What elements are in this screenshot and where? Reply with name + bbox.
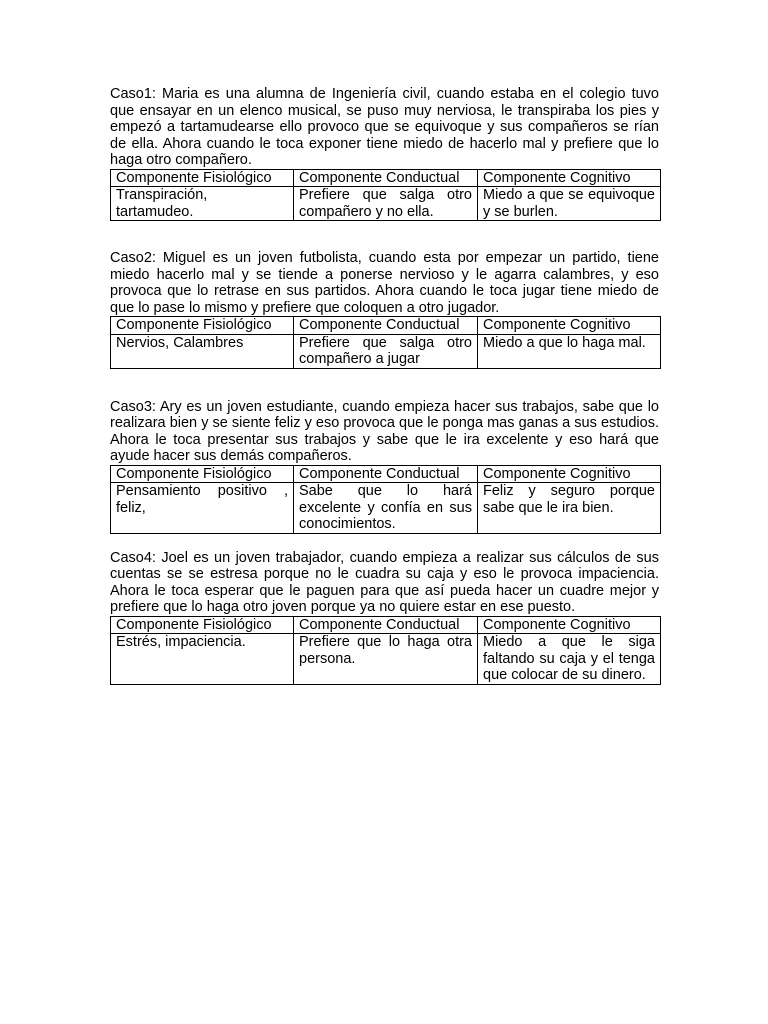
header-cognitivo: Componente Cognitivo [478,616,661,634]
header-cognitivo: Componente Cognitivo [478,465,661,483]
table-header-row [111,317,661,335]
case-3-text: Caso3: Ary es un joven estudiante, cuando empieza hacer sus trabajos, sabe que lo realizara bien y se siente feliz y eso provoca que le ponga mas ganas a sus estudios. Ahora le toca presentar sus trabajos y sabe que le ira excelente y eso hará que ayude hacer sus demás compañeros. [110,398,659,464]
header-conductual: Componente Conductual [294,317,478,335]
case-4-table [110,616,661,685]
header-cognitivo: Componente Cognitivo [478,169,661,187]
header-conductual: Componente Conductual [294,616,478,634]
header-cognitivo: Componente Cognitivo [478,317,661,335]
cell-fisiologico: Pensamiento positivo , feliz, [111,483,294,534]
cell-conductual: Prefiere que lo haga otra persona. [294,634,478,685]
cell-cognitivo: Feliz y seguro porque sabe que le ira bien. [478,483,661,534]
document-page [110,86,659,685]
case-2 [110,250,659,369]
table-row [111,187,661,221]
cell-fisiologico: Nervios, Calambres [111,334,294,368]
cell-conductual: Prefiere que salga otro compañero y no ella. [294,187,478,221]
header-fisiologico: Componente Fisiológico [111,465,294,483]
table-header-row [111,616,661,634]
case-3 [110,399,659,534]
header-conductual: Componente Conductual [294,169,478,187]
header-conductual: Componente Conductual [294,465,478,483]
case-2-table [110,316,661,369]
case-4 [110,550,659,685]
cell-conductual: Prefiere que salga otro compañero a jugar [294,334,478,368]
case-3-table [110,465,661,534]
case-1 [110,86,659,221]
table-row [111,334,661,368]
cell-fisiologico: Estrés, impaciencia. [111,634,294,685]
cell-cognitivo: Miedo a que le siga faltando su caja y el tenga que colocar de su dinero. [478,634,661,685]
cell-cognitivo: Miedo a que se equivoque y se burlen. [478,187,661,221]
table-header-row [111,465,661,483]
case-1-table [110,169,661,222]
case-1-text: Caso1: Maria es una alumna de Ingeniería civil, cuando estaba en el colegio tuvo que ensayar en un elenco musical, se puso muy nerviosa, le transpiraba los pies y empezó a tartamudearse ello provoco que se equivoque y sus compañeros se rían de ella. Ahora cuando le toca exponer tiene miedo de hacerlo mal y prefiere que lo haga otro compañero. [110,86,659,168]
cell-conductual: Sabe que lo hará excelente y confía en sus conocimientos. [294,483,478,534]
cell-fisiologico: Transpiración, tartamudeo. [111,187,294,221]
table-row [111,483,661,534]
table-row [111,634,661,685]
case-4-text: Caso4: Joel es un joven trabajador, cuando empieza a realizar sus cálculos de sus cuentas se se estresa porque no le cuadra su caja y eso le provoca impaciencia. Ahora le toca esperar que le paguen para que así pueda hacer un cuadre mejor y prefiere que lo haga otro joven porque ya no quiere estar en ese puesto. [110,549,659,615]
table-header-row [111,169,661,187]
case-2-text: Caso2: Miguel es un joven futbolista, cuando esta por empezar un partido, tiene miedo hacerlo mal y se tiende a ponerse nervioso y le agarra calambres, y eso provoca que lo retrase en sus partidos. Ahora cuando le toca jugar tiene miedo de que lo pase lo mismo y prefiere que coloquen a otro jugador. [110,250,659,316]
header-fisiologico: Componente Fisiológico [111,317,294,335]
cell-cognitivo: Miedo a que lo haga mal. [478,334,661,368]
header-fisiologico: Componente Fisiológico [111,169,294,187]
header-fisiologico: Componente Fisiológico [111,616,294,634]
